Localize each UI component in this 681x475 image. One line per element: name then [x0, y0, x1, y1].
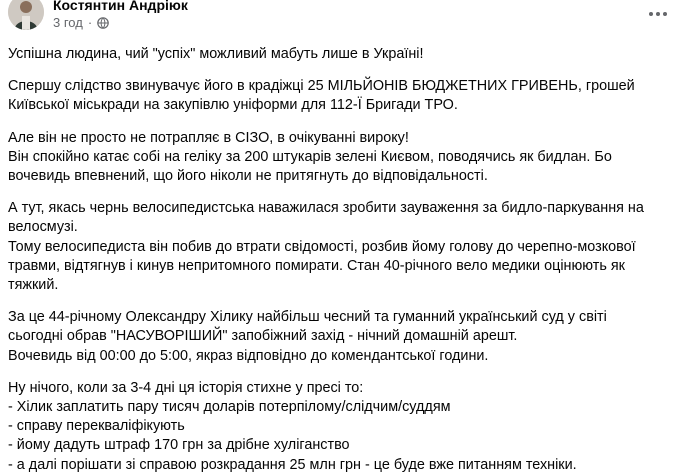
separator-dot: · [87, 15, 93, 30]
post-meta [53, 0, 188, 31]
post-paragraph-5 [8, 308, 668, 366]
text-line: Успішна людина, чий "успіх" можливий мабуть лише в Україні! [8, 46, 424, 62]
post-paragraph-1 [8, 45, 668, 64]
text-line: А тут, якась чернь велосипедистська наважилася зробити зауваження за бидло-паркування на [8, 200, 644, 217]
post-paragraph-4 [8, 199, 668, 295]
post-subline [53, 15, 188, 31]
text-line: - йому дадуть штраф 170 грн за дрібне хуліганство [8, 437, 350, 454]
text-line: Але він не просто не потрапляє в СІЗО, в очікуванні вироку! [8, 129, 409, 146]
text-line: - справу перекваліфікують [8, 418, 185, 435]
text-line: вочевидь впевнений, що його ніколи не притягнуть до відповідальності. [8, 168, 488, 185]
text-line: травми, відтягнув і кинув непритомного помирати. Стан 40-річного вело медики оцінюють як [8, 257, 625, 274]
text-line: велосмузі. [8, 219, 78, 236]
post-timestamp[interactable]: 3 год [53, 15, 83, 30]
text-line: - а далі порішати зі справою розкрадання 25 млн грн - це буде вже питанням техніки. [8, 456, 577, 473]
text-line: Вочевидь від 00:00 до 5:00, якраз відповідно до комендантської години. [8, 347, 489, 364]
post-header [8, 0, 188, 40]
author-name[interactable]: Костянтин Андріюк [53, 0, 188, 13]
dot [649, 12, 653, 16]
text-line: Ну нічого, коли за 3-4 дні ця історія стихне у пресі то: [8, 379, 364, 396]
author-avatar[interactable] [8, 0, 44, 30]
globe-icon[interactable] [97, 17, 109, 29]
text-line: - Хілик заплатить пару тисяч доларів потерпілому/слідчим/суддям [8, 399, 451, 416]
text-line: Він спокійно катає собі на геліку за 200 штукарів зелені Києвом, поводячись як бидлан. Бо [8, 148, 612, 165]
post-body [8, 45, 668, 475]
post-paragraph-3 [8, 129, 668, 187]
text-line: Тому велосипедиста він побив до втрати свідомості, розбив йому голову до черепно-мозкової [8, 238, 636, 255]
text-line: За це 44-річному Олександру Хілику найбільш чесний та гуманний український суд у світі [8, 309, 607, 326]
dot [663, 12, 667, 16]
post-paragraph-6 [8, 379, 668, 475]
text-line: тяжкий. [8, 277, 59, 294]
post-paragraph-2 [8, 77, 668, 115]
text-line: Київської міськради на закупівлю уніформи для 112-Ї Бригади ТРО. [8, 97, 458, 114]
avatar-image [8, 0, 44, 30]
text-line: сьогодні обрав "НАСУВОРІШИЙ" запобіжний захід - нічний домашній арешт. [8, 328, 518, 345]
dot [656, 12, 660, 16]
text-line: Спершу слідство звинувачує його в крадіжці 25 МІЛЬЙОНІВ БЮДЖЕТНИХ ГРИВЕНЬ, грошей [8, 78, 635, 95]
more-options-icon[interactable] [643, 3, 673, 25]
